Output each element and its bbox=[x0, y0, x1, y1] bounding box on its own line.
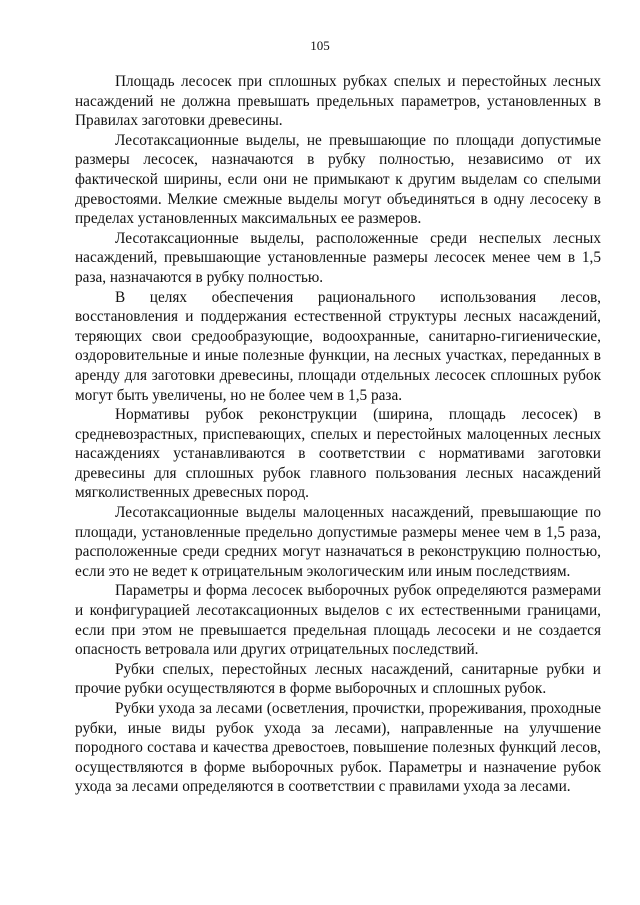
paragraph-4: В целях обеспечения рационального использования лесов, восстановления и поддержания естественной структуры лесных насаждений, теряющих свои средообразующие, водоохранные, санитарно-гигиенические, оздоровительные и иные полезные функции, на лесных участках, переданных в аренду для заготовки древесины, площади отдельных лесосек сплошных рубок могут быть увеличены, но не более чем в 1,5 раза. bbox=[75, 288, 601, 404]
page-number: 105 bbox=[310, 38, 330, 53]
paragraph-3: Лесотаксационные выделы, расположенные среди неспелых лесных насаждений, превышающие установленные размеры лесосек менее чем в 1,5 раза, назначаются в рубку полностью. bbox=[75, 229, 601, 286]
paragraph-5: Нормативы рубок реконструкции (ширина, площадь лесосек) в средневозрастных, приспевающих, спелых и перестойных малоценных лесных насаждениях устанавливаются в соответствии с нормативами заготовки древесины для сплошных рубок главного пользования лесных насаждений мягколиственных древесных пород. bbox=[75, 406, 601, 502]
paragraph-2: Лесотаксационные выделы, не превышающие по площади допустимые размеры лесосек, назначаются в рубку полностью, независимо от их фактической ширины, если они не примыкают к другим выделам со спелыми древостоями. Мелкие смежные выделы могут объединяться в одну лесосеку в пределах установленных максимальных ее размеров. bbox=[75, 131, 601, 228]
paragraph-9: Рубки ухода за лесами (осветления, прочистки, прореживания, проходные рубки, иные виды рубок ухода за лесами), направленные на улучшение породного состава и качества древостоев, повышение полезных функций лесов, осуществляются в форме выборочных рубок. Параметры и назначение рубок ухода за лесами определяются в соответствии с правилами ухода за лесами. bbox=[75, 700, 601, 796]
paragraph-7: Параметры и форма лесосек выборочных рубок определяются размерами и конфигурацией лесотаксационных выделов с их естественными границами, если при этом не превышается предельная площадь лесосеки и не создается опасность ветровала или других отрицательных последствий. bbox=[75, 582, 601, 659]
document-body bbox=[75, 72, 601, 797]
paragraph-8: Рубки спелых, перестойных лесных насаждений, санитарные рубки и прочие рубки осуществляются в форме выборочных и сплошных рубок. bbox=[75, 660, 601, 698]
paragraph-6: Лесотаксационные выделы малоценных насаждений, превышающие по площади, установленные предельно допустимые размеры менее чем в 1,5 раза, расположенные среди средних могут назначаться в реконструкцию полностью, если это не ведет к отрицательным экологическим или иным последствиям. bbox=[75, 504, 601, 580]
paragraph-1: Площадь лесосек при сплошных рубках спелых и перестойных лесных насаждений не должна превышать предельных параметров, установленных в Правилах заготовки древесины. bbox=[75, 73, 601, 130]
